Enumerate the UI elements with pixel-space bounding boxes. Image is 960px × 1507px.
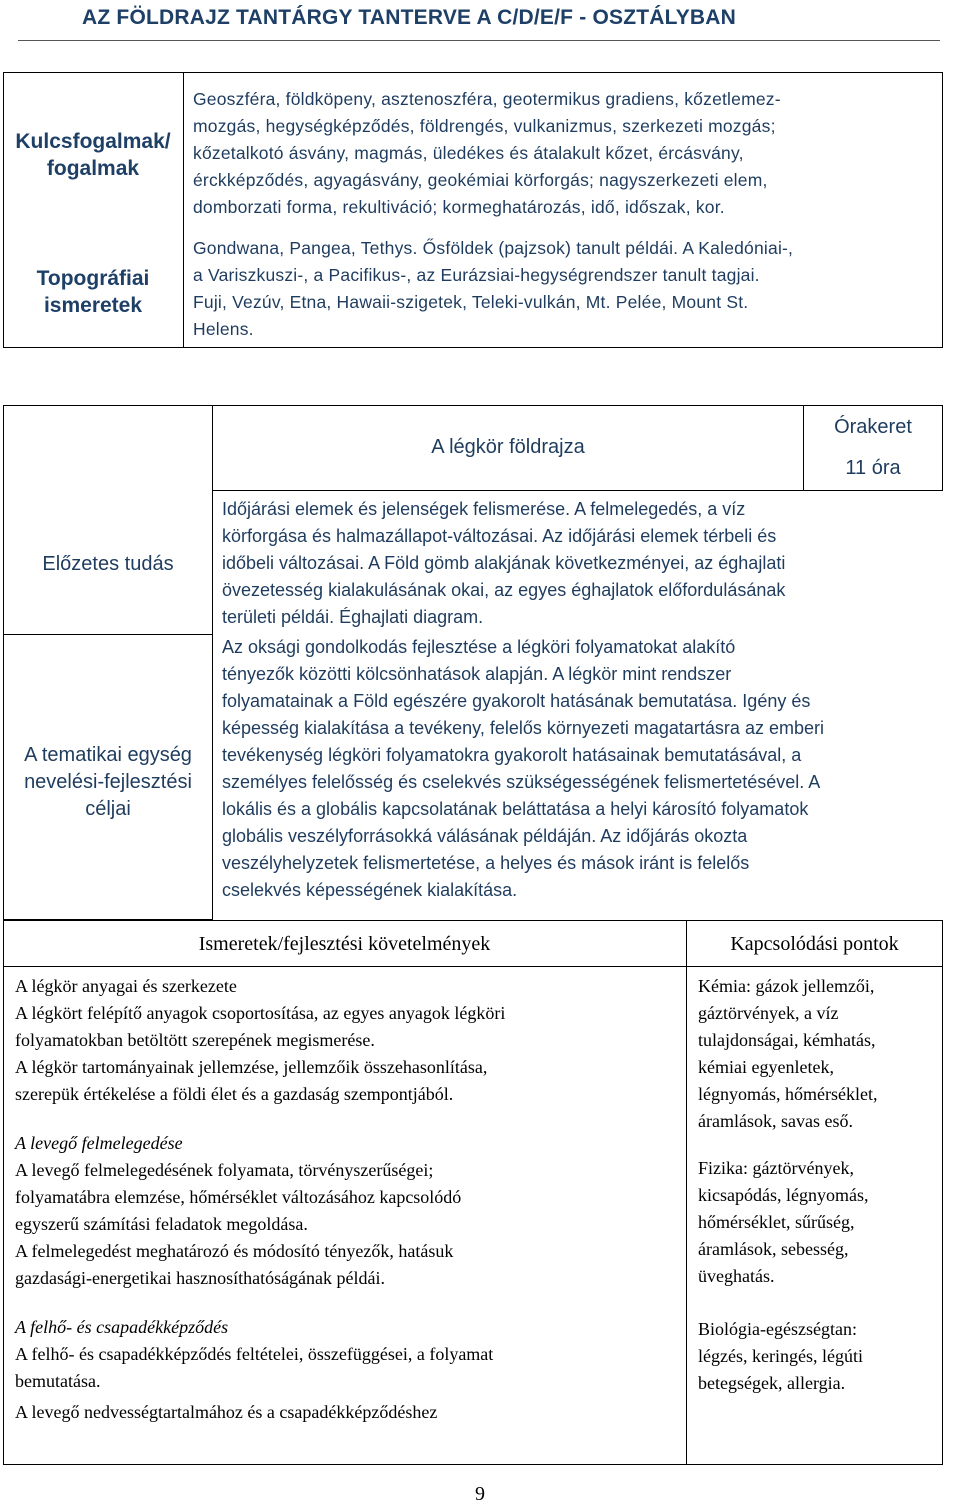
page-header-title: AZ FÖLDRAJZ TANTÁRGY TANTERVE A C/D/E/F - OSZTÁLYBAN	[82, 6, 737, 29]
links-header: Kapcsolódási pontok	[730, 933, 899, 955]
link-line: gáztörvények, a víz	[698, 1003, 839, 1023]
concepts-line: Geoszféra, földköpeny, asztenoszféra, geotermikus gradiens, kőzetlemez-	[193, 89, 781, 109]
link-line: Biológia-egészségtan:	[698, 1319, 857, 1339]
label-goals	[3, 742, 213, 823]
link-line: hőmérséklet, sűrűség,	[698, 1212, 855, 1232]
concepts-line: domborzati forma, rekultiváció; kormeghatározás, idő, időszak, kor.	[193, 197, 725, 217]
prior-line: időbeli változásai. A Föld gömb alakjának következményei, az éghajlati	[222, 553, 786, 573]
block-line: folyamatábra elemzése, hőmérséklet változásához kapcsolódó	[15, 1187, 462, 1207]
link-line: légzés, keringés, légúti	[698, 1346, 863, 1366]
block-line: A felhő- és csapadékképződés feltételei, összefüggései, a folyamat	[15, 1344, 494, 1364]
label-goals-line2: nevelési-fejlesztési	[24, 771, 192, 793]
requirements-header-divider	[3, 966, 943, 967]
link-line: áramlások, savas eső.	[698, 1111, 853, 1131]
block-line: szerepük értékelése a földi élet és a gazdaság szempontjából.	[15, 1084, 454, 1104]
label-topography-line2: ismeretek	[43, 294, 143, 317]
prior-line: körforgása és halmazállapot-változásai. Az időjárási elemek térbeli és	[222, 526, 777, 546]
link-line: kicsapódás, légnyomás,	[698, 1185, 869, 1205]
block-line: A levegő felmelegedésének folyamata, törvényszerűségei;	[15, 1160, 434, 1180]
concepts-line: mozgás, hegységképződés, földrengés, vulkanizmus, szerkezeti mozgás;	[193, 116, 776, 136]
block-title: A légkör anyagai és szerkezete	[15, 976, 237, 996]
block-title: A felhő- és csapadékképződés	[15, 1317, 229, 1337]
label-key-concepts-line1: Kulcsfogalmak/	[15, 130, 171, 153]
goals-line: globális veszélyforrásokká válásának példáján. Az időjárás okozta	[222, 826, 748, 846]
block-line: A levegő nedvességtartalmához és a csapadékképződéshez	[15, 1402, 438, 1422]
goals-line: cselekvés képességének kialakítása.	[222, 880, 518, 900]
topography-line: Helens.	[193, 319, 254, 339]
link-line: kémiai egyenletek,	[698, 1057, 834, 1077]
label-prior-knowledge: Előzetes tudás	[42, 553, 174, 575]
label-topography-line1: Topográfiai	[36, 267, 150, 290]
section2-title: A légkör földrajza	[431, 436, 585, 458]
concepts-table-divider	[183, 72, 184, 348]
header-divider	[18, 40, 940, 41]
links-content	[698, 973, 940, 1417]
label-topography	[3, 265, 183, 319]
link-line: üveghatás.	[698, 1266, 775, 1286]
label-goals-line1: A tematikai egység	[24, 744, 192, 766]
concepts-text	[193, 86, 938, 221]
topography-line: Fuji, Vezúv, Etna, Hawaii-szigetek, Teleki-vulkán, Mt. Pelée, Mount St.	[193, 292, 749, 312]
label-goals-line3: céljai	[85, 798, 131, 820]
block-line: A légkört felépítő anyagok csoportosítása, az egyes anyagok légköri	[15, 1003, 506, 1023]
section2-left-divider	[3, 634, 213, 635]
goals-line: személyes felelősség és cselekvés szükségességének felismertetésével. A	[222, 772, 821, 792]
requirements-content	[15, 973, 683, 1426]
prior-line: Időjárási elemek és jelenségek felismerése. A felmelegedés, a víz	[222, 499, 746, 519]
link-line: betegségek, allergia.	[698, 1373, 846, 1393]
link-line: Kémia: gázok jellemzői,	[698, 976, 875, 996]
goals-line: Az oksági gondolkodás fejlesztése a légköri folyamatokat alakító	[222, 637, 736, 657]
section2-left-column	[3, 405, 213, 920]
topography-line: Gondwana, Pangea, Tethys. Ősföldek (pajzsok) tanult példái. A Kaledóniai-,	[193, 238, 794, 258]
goals-line: tevékenység légköri folyamatokra gyakorolt hatásainak bemutatásával, a	[222, 745, 802, 765]
block-title: A levegő felmelegedése	[15, 1133, 183, 1153]
goals-line: lokális és a globális kapcsolatának beláttatása a helyi károsító folyamatok	[222, 799, 809, 819]
requirements-column-divider	[686, 920, 687, 1465]
block-line: A légkör tartományainak jellemzése, jellemzőik összehasonlítása,	[15, 1057, 488, 1077]
hours-label: Órakeret	[834, 416, 912, 438]
concepts-line: érckképződés, agyagásvány, geokémiai körforgás; nagyszerkezeti elem,	[193, 170, 768, 190]
goals-text	[222, 634, 947, 904]
label-key-concepts	[3, 128, 183, 182]
hours-value: 11 óra	[845, 457, 901, 479]
link-biology	[698, 1316, 940, 1397]
concepts-line: kőzetalkotó ásvány, magmás, üledékes és átalakult kőzet, ércásvány,	[193, 143, 744, 163]
link-line: Fizika: gáztörvények,	[698, 1158, 854, 1178]
link-physics	[698, 1155, 940, 1290]
block-line: folyamatokban betöltött szerepének megismerése.	[15, 1030, 375, 1050]
prior-line: övezetesség kialakulásának okai, az egyes éghajlatok előfordulásának	[222, 580, 786, 600]
link-line: tulajdonságai, kémhatás,	[698, 1030, 876, 1050]
goals-line: folyamatainak a Föld egészére gyakorolt hatásának bemutatása. Igény és	[222, 691, 811, 711]
page-number: 9	[475, 1483, 485, 1505]
requirements-header: Ismeretek/fejlesztési követelmények	[198, 933, 491, 955]
prior-knowledge-text	[222, 496, 947, 631]
block-line: bemutatása.	[15, 1371, 101, 1391]
goals-line: veszélyhelyzetek felismertetése, a helyes és mások iránt is felelős	[222, 853, 750, 873]
prior-line: területi példái. Éghajlati diagram.	[222, 607, 484, 627]
goals-line: képesség kialakítása a tevékeny, felelős környezeti magatartásra az emberi	[222, 718, 824, 738]
block-line: gazdasági-energetikai hasznosíthatóságának példái.	[15, 1268, 386, 1288]
link-line: légnyomás, hőmérséklet,	[698, 1084, 878, 1104]
topography-text	[193, 235, 938, 343]
block-line: A felmelegedést meghatározó és módosító tényezők, hatásuk	[15, 1241, 454, 1261]
label-key-concepts-line2: fogalmak	[46, 157, 140, 180]
goals-line: tényezők közötti kölcsönhatások alapján. A légkör mint rendszer	[222, 664, 732, 684]
topography-line: a Variszkuszi-, a Pacifikus-, az Eurázsiai-hegységrendszer tanult tagjai.	[193, 265, 760, 285]
link-line: áramlások, sebesség,	[698, 1239, 849, 1259]
link-chemistry	[698, 973, 940, 1135]
block-line: egyszerű számítási feladatok megoldása.	[15, 1214, 308, 1234]
